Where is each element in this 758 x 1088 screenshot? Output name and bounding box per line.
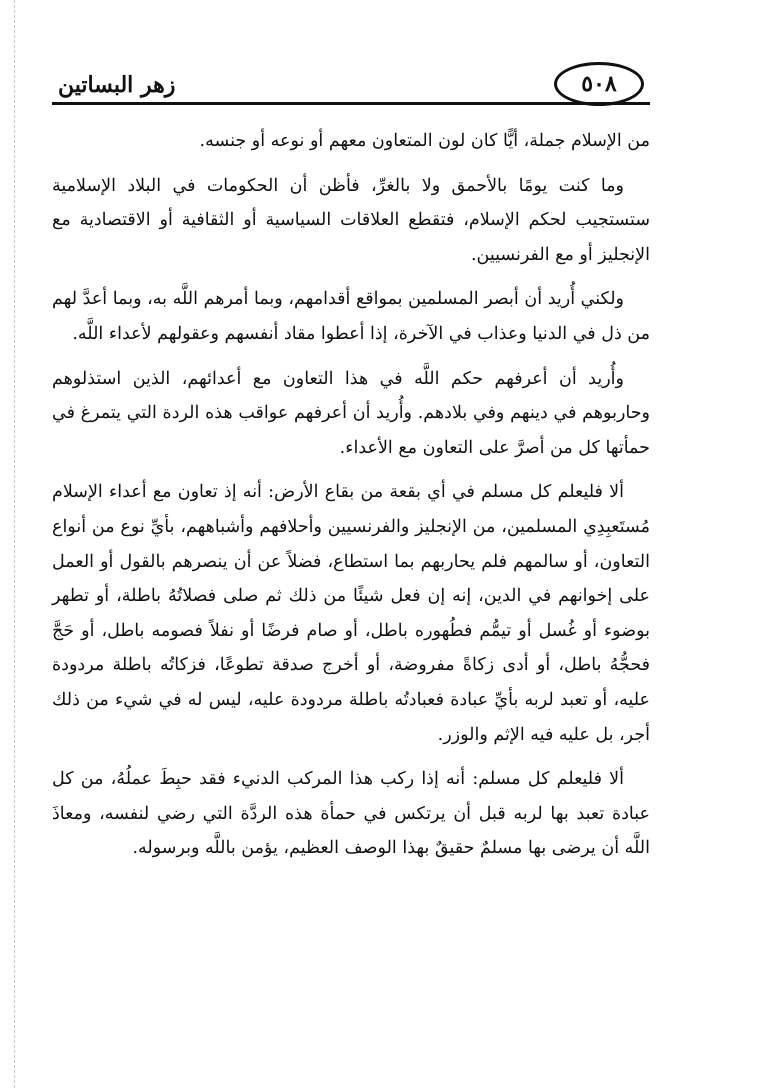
paragraph-2: وما كنت يومًا بالأحمق ولا بالغرِّ، فأظن أن الحكومات في البلاد الإسلامية ستستجيب لحكم الإسلام، فتقطع العلاقات السياسية أو الثقافية أو الاقتصادية مع الإنجليز أو مع الفرنسيين. [52, 175, 650, 265]
running-title: زهر البساتين [58, 72, 176, 98]
header-rule [52, 102, 650, 105]
page-header [52, 60, 650, 108]
page-body [52, 124, 650, 876]
page-number-badge [554, 62, 644, 106]
paragraph-4: وأُريد أن أعرفهم حكم اللَّه في هذا التعاون مع أعدائهم، الذين استذلوهم وحاربوهم في دينهم وفي بلادهم. وأُريد أن أعرفهم عواقب هذه الردة التي يتمرغ في حمأتها كل من أصرَّ على التعاون مع الأعداء. [52, 368, 650, 458]
page-number: ٥٠٨ [581, 71, 617, 97]
paragraph-3: ولكني أُريد أن أبصر المسلمين بمواقع أقدامهم، وبما أمرهم اللَّه به، وبما أعدَّ لهم من ذل في الدنيا وعذاب في الآخرة، إذا أعطوا مقاد أنفسهم وعقولهم لأعداء اللَّه. [52, 289, 650, 344]
paragraph-6: ألا فليعلم كل مسلم: أنه إذا ركب هذا المركب الدنيء فقد حبِطَ عملُهُ، من كل عبادة تعبد بها لربه قبل أن يرتكس في حمأة هذه الردَّة التي رضي لنفسه، ومعاذَ اللَّه أن يرضى بها مسلمٌ حقيقٌ بهذا الوصف العظيم، يؤمن باللَّه وبرسوله. [52, 769, 650, 859]
page-margin-guide [14, 0, 15, 1088]
paragraph-1: من الإسلام جملة، أيًّا كان لون المتعاون معهم أو نوعه أو جنسه. [199, 131, 650, 151]
paragraph-5: ألا فليعلم كل مسلم في أي بقعة من بقاع الأرض: أنه إذ تعاون مع أعداء الإسلام مُستَعبِدِي المسلمين، من الإنجليز والفرنسيين وأحلافهم وأشباههم، بأيِّ نوع من أنواع التعاون، أو سالمهم فلم يحاربهم بما استطاع، فضلاً عن أن ينصرهم بالقول أو العمل على إخوانهم في الدين، إنه إن فعل شيئًا من ذلك ثم صلى فصلاتُهُ باطلة، أو تطهر بوضوء أو غُسل أو تيمُّم فطُهوره باطل، أو صام فرضًا أو نفلاً فصومه باطل، أو حَجَّ فحجُّهُ باطل، أو أدى زكاةً مفروضة، أو أخرج صدقة تطوعًا، فزكاتُه باطلة مردودة عليه، أو تعبد لربه بأيِّ عبادة فعبادتُه باطلة مردودة عليه، ليس له في شيء من ذلك أجر، بل عليه فيه الإثم والوزر. [52, 482, 650, 745]
